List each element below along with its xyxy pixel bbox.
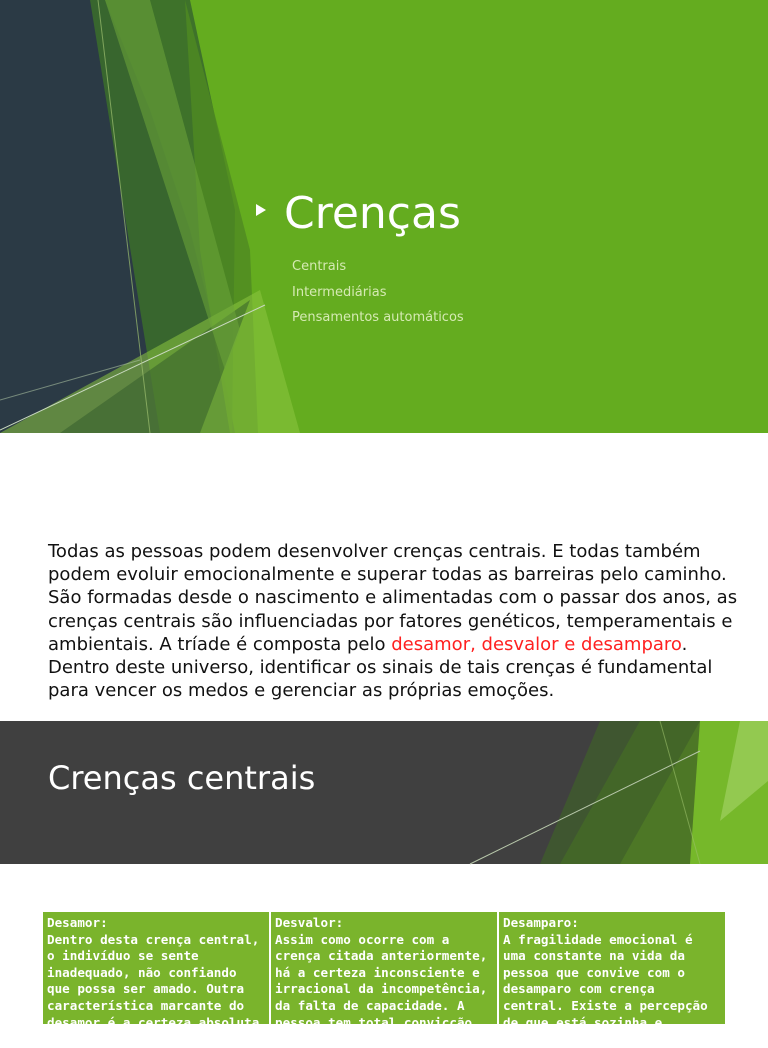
- paragraph-part-3: . Dentro deste universo, identificar os sinais de tais crenças é fundamental para vencer os medos e gerenciar as próprias emoções.: [48, 633, 713, 702]
- title-slide: [0, 0, 768, 433]
- column-heading: Desamor:: [47, 915, 108, 930]
- table-column-desvalor: [271, 912, 499, 1047]
- column-heading: Desamparo:: [503, 915, 579, 930]
- slide-title: Crenças: [284, 188, 461, 239]
- subitem-centrais: Centrais: [292, 259, 347, 274]
- column-text: Assim como ocorre com a crença citada anteriormente, há a certeza inconsciente e irracional da incompetência, da falta de capacidade. A pessoa tem total convicção de que: [275, 931, 488, 1047]
- subitem-list: [292, 254, 464, 331]
- section-slide: [0, 721, 768, 864]
- beliefs-table: [43, 912, 725, 1047]
- table-column-desamor: [43, 912, 271, 1047]
- paragraph-part-2: São formadas desde o nascimento e alimentadas com o passar dos anos, as crenças centrais são influenciadas por fatores genéticos, temperamentais e ambientais. A tríade é composta pelo: [48, 587, 738, 655]
- body-paragraph: [48, 540, 738, 702]
- paragraph-part-1: Todas as pessoas podem desenvolver crenças centrais. E todas também podem evoluir emocionalmente e superar todas as barreiras pelo caminho.: [48, 541, 727, 586]
- paragraph-highlight: desamor, desvalor e desamparo: [391, 633, 682, 655]
- table-column-desamparo: [499, 912, 725, 1047]
- column-text: Dentro desta crença central, o indivíduo se sente inadequado, não confiando que possa ser amado. Outra característica marcante do desamor é a certeza absoluta (inconsciente: [47, 931, 260, 1047]
- bullet-arrow-icon: [256, 204, 266, 216]
- subitem-intermediarias: Intermediárias: [292, 284, 387, 300]
- column-heading: Desvalor:: [275, 915, 344, 930]
- subitem-pensamentos: Pensamentos automáticos: [292, 310, 464, 325]
- section-title: Crenças centrais: [48, 759, 316, 797]
- column-text: A fragilidade emocional é uma constante na vida da pessoa que convive com o desamparo com crença central. Existe a percepção de que está sozinha e vulnerável. Como resultado: [503, 931, 708, 1047]
